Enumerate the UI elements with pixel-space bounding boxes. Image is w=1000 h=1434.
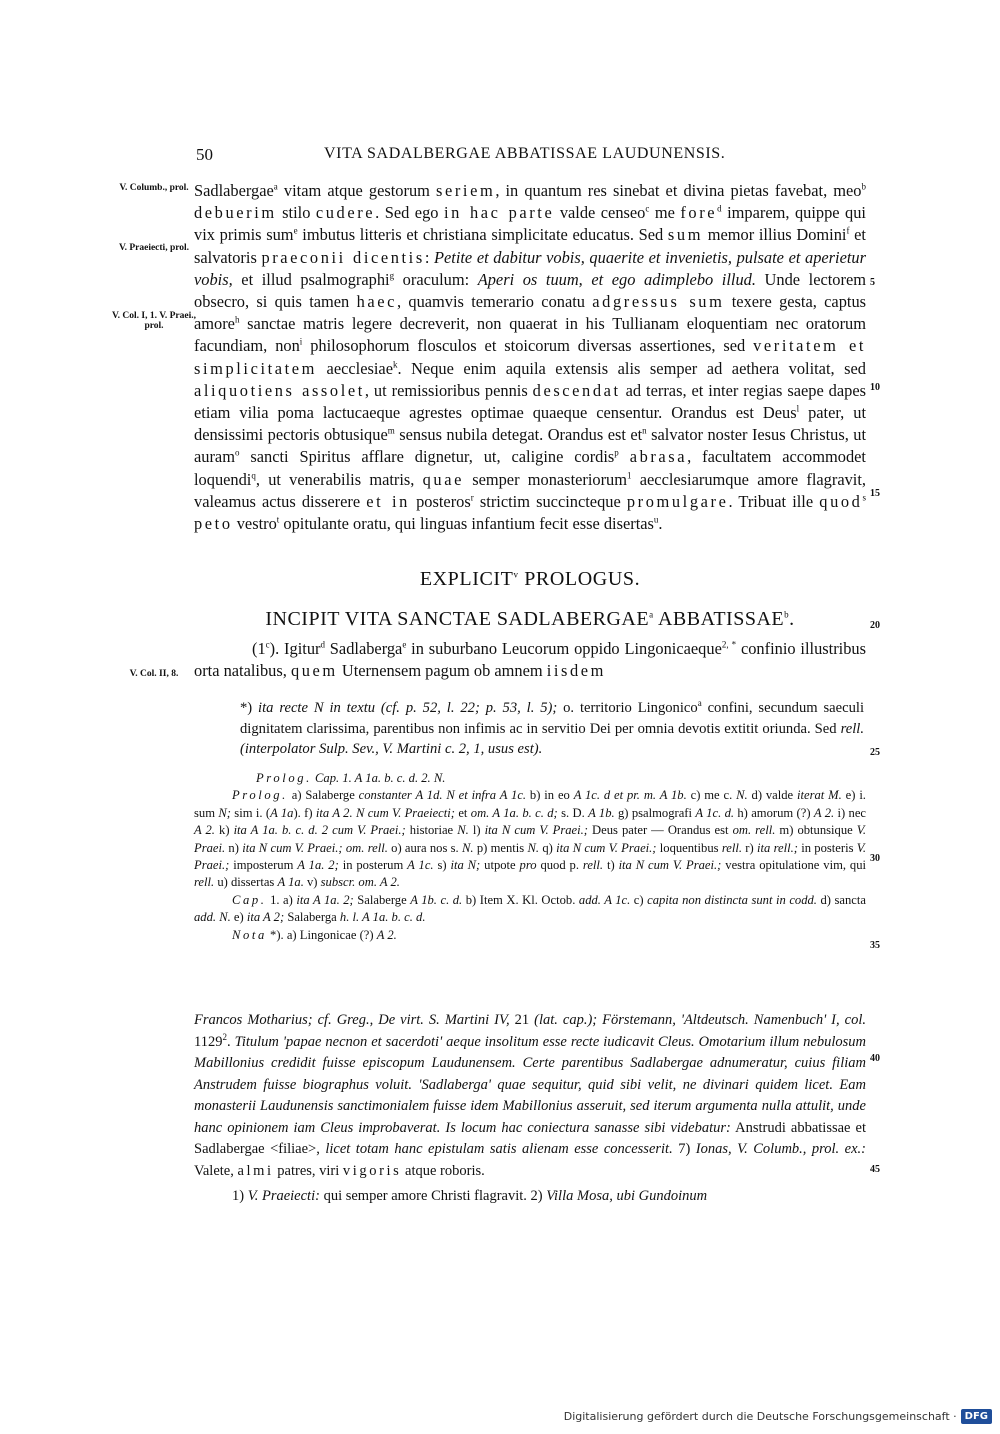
digitization-footer [564, 1406, 992, 1426]
footer-credit: Digitalisierung gefördert durch die Deutsche Forschungsgemeinschaft · [563, 1409, 957, 1423]
line-number: 20 [870, 620, 880, 631]
line-number: 25 [870, 747, 880, 758]
margin-note: V. Col. I, 1. V. Praei., prol. [112, 311, 196, 331]
vita-text: (1$^c$). Igitur$^d$ Sadlaberga$^e$ in suburbano Leucorum oppido Lingonicaeque$^{2, *}$ confinio illustribus orta natalibus, quem Uternensem pagum ob amnem iisdem [194, 639, 866, 681]
margin-note: V. Col. II, 8. [129, 669, 179, 679]
line-number: 10 [870, 382, 880, 393]
line-number: 30 [870, 853, 880, 864]
line-number: 5 [870, 277, 875, 288]
page-number: 50 [196, 145, 213, 164]
dfg-logo: DFG [961, 1409, 992, 1424]
running-head [196, 145, 866, 165]
line-number: 15 [870, 488, 880, 499]
incipit-heading: INCIPIT VITA SANCTAE SADLABERGAE$^a$ ABBATISSAE$^b$. [265, 608, 795, 630]
explicit-heading: EXPLICIT$^v$ PROLOGUS. [419, 568, 641, 590]
line-number: 35 [870, 940, 880, 951]
prologue-text: Sadlabergae$^a$ vitam atque gestorum seriem, in quantum res sinebat et divina pietas favebat, meo$^b$ debuerim stilo cudere. Sed ego in hac parte valde censeo$^c$ me fore$^d$ imparem, quippe qui vix primis sum$^e$ imbutus litteris et christiana simplicitate educatus. Sed sum memor illius Domini$^f$ et salvatoris praeconii dicentis: Petite et dabitur vobis, quaerite et invenietis, pulsate et aperietur vobis, et illud psalmographi$^g$ oraculum: Aperi os tuum, et ego adimplebo illud. Unde lectorem obsecro, si quis tamen haec, quamvis temerario conatu adgressus sum texere gesta, captus amore$^h$ sanctae matris legere decreverit, non quaerat in his Tullianam eloquentiam nec oratorum facundiam, non$^i$ philosophorum flosculos et stoicorum diversas assertiones, sed veritatem et simplicitatem aecclesiae$^k$. Neque enim aquila extensis alis semper ad aethera volitat, sed aliquotiens assolet, ut remissioribus pennis descendat ad terras, et inter regias saepe dapes etiam vilia poma lactucaeque agrestes optimae quaeque censentur. Orandus est Deus$^l$ pater, ut densissimi pectoris obtusique$^m$ sensus nubila detegat. Orandus est $et^n$ salvator noster Iesus Christus, ut auram$^o$ sancti Spiritus afflare dignetur, ut, caligine cordis$^p$ abrasa, facultatem accommodet loquendi$^q$, ut venerabilis matris, quae semper monasteriorum$^1$ aecclesiarumque amore flagravit, valeamus actus disserere et in posteros$^r$ strictim succincteque promulgare. Tribuat ille quod$^s$ peto vestro$^t$ opitulante oratu, qui linguas infantium fecit esse disertas$^u$. [194, 181, 867, 534]
running-title: VITA SADALBERGAE ABBATISSAE LAUDUNENSIS. [324, 145, 726, 162]
line-number: 45 [870, 1164, 880, 1175]
margin-note: V. Praeiecti, prol. [118, 243, 190, 253]
interpolation-note: *) ita recte N in textu (cf. p. 52, l. 22; p. 53, l. 5); o. territorio Lingonico$^a$ confini, secundum saeculi dignitatem clarissima, parentibus non infimis ac in servitio Dei per omnia devotis extitit oriunda. Sed rell. (interpolator Sulp. Sev., V. Martini c. 2, 1, usus est). [240, 698, 865, 757]
margin-note: V. Columb., prol. [119, 183, 189, 193]
line-number: 40 [870, 1053, 880, 1064]
critical-apparatus: Prolog. Cap. 1. A 1a. b. c. d. 2. N. Prolog. a) Salaberge constanter A 1d. N et infra A 1c. b) in eo A 1c. d et pr. m. A 1b. c) me c. N. d) valde iterat M. e) i. sum N; sim i. (A 1a). f) ita A 2. N cum V. Praeiecti; et om. A 1a. b. c. d; s. D. A 1b. g) psalmografi A 1c. d. h) amorum (?) A 2. i) nec A 2. k) ita A 1a. b. c. d. 2 cum V. Praei.; historiae N. l) ita N cum V. Praei.; Deus pater — Orandus est om. rell. m) obtunsique V. Praei. n) ita N cum V. Praei.; om. rell. o) aura nos s. N. p) mentis N. q) ita N cum V. Praei.; loquentibus rell. r) ita rell.; in posteris V. Praei.; imposterum A 1a. 2; in posterum A 1c. s) ita N; utpote pro quod p. rell. t) ita N cum V. Praei.; vestra opitulatione vim, qui rell. u) dissertas A 1a. v) subscr. om. A 2. Cap. 1. a) ita A 1a. 2; Salaberge A 1b. c. d. b) Item X. Kl. Octob. add. A 1c. c) capita non distincta sunt in codd. d) sancta add. N. e) ita A 2; Salaberga h. l. A 1a. b. c. d. Nota *). a) Lingonicae (?) A 2. [194, 771, 867, 942]
historical-notes: Francos Motharius; cf. Greg., De virt. S. Martini IV, 21 (lat. cap.); Förstemann, 'Altdeutsch. Namenbuch' I, col. 1129$^2$. Titulum 'papae necnon et sacerdoti' aeque insolitum esse recte iudicavit Cleus. Omotarium illum nebulosum Mabillonius credidit fuisse episcopum Laudunensem. Certe parentibus Sadlabergae adnumeratur, cuius filiam Anstrudem fuisse biographus voluit. 'Sadlaberga' quae sequitur, quid sibi velit, ne divinari quidem licet. Eam monasterii Laudunensis sanctimonialem fuisse idem Mabillonius asseruit, sed iterum argumenta nulla attulit, unde hanc opinionem iam Cleus improbaverat. Is locum hac coniectura sanasse sibi videbatur: Anstrudi abbatissae et Sadlabergae <filiae>, licet totam hanc epistulam satis alienam esse concesserit. 7) Ionas, V. Columb., prol. ex.: Valete, almi patres, viri vigoris atque roboris. 1) V. Praeiecti: qui semper amore Christi flagravit. 2) Villa Mosa, ubi Gundoinum [194, 1012, 867, 1204]
